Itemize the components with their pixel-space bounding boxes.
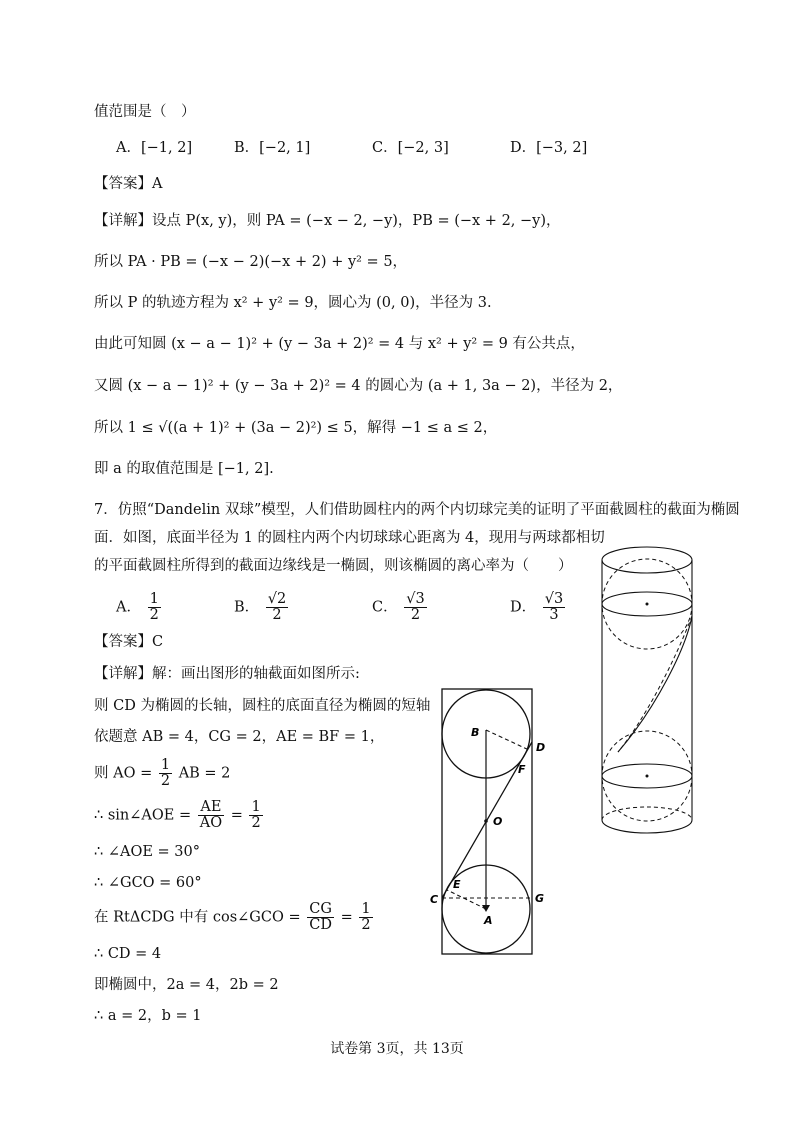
q7-stem-line-2: 面．如图，底面半径为 1 的圆柱内两个内切球球心距离为 4，现用与两球都相切 bbox=[94, 530, 605, 546]
q7-option-a-fraction bbox=[148, 592, 161, 623]
q7-step-6: ∴ ∠GCO = 60° bbox=[94, 875, 202, 891]
dashed-ae bbox=[447, 890, 486, 909]
q7-detail-intro: 【详解】解：画出图形的轴截面如图所示: bbox=[94, 666, 360, 682]
fraction-one-half bbox=[359, 902, 372, 933]
q7-option-d-fraction bbox=[543, 592, 565, 623]
label-f: F bbox=[518, 763, 526, 776]
upper-center-dot bbox=[646, 603, 649, 606]
dashed-bd bbox=[486, 730, 529, 750]
q7-step-5: ∴ ∠AOE = 30° bbox=[94, 844, 200, 860]
bottom-ellipse-front bbox=[602, 820, 692, 833]
frac-numerator: CG bbox=[307, 902, 334, 918]
q6-detail-line-2: 所以 PA · PB = (−x − 2)(−x + 2) + y² = 5， bbox=[94, 254, 408, 270]
label-o: O bbox=[493, 815, 503, 828]
frac-numerator: √2 bbox=[267, 591, 287, 607]
q6-detail-line-5: 又圆 (x − a − 1)² + (y − 3a + 2)² = 4 的圆心为 (a + 1, 3a − 2)，半径为 2， bbox=[94, 378, 623, 394]
frac-denominator: AO bbox=[199, 815, 223, 831]
frac-denominator: 2 bbox=[251, 815, 261, 831]
equals-sign: = bbox=[340, 909, 353, 926]
q7-step-7-pre: 在 RtΔCDG 中有 cos∠GCO = bbox=[94, 909, 301, 926]
q7-step-2: 依题意 AB = 4，CG = 2，AE = BF = 1， bbox=[94, 729, 385, 745]
frac-numerator: 1 bbox=[149, 591, 159, 607]
q7-option-b-fraction bbox=[266, 592, 288, 623]
frac-numerator: √3 bbox=[406, 591, 425, 607]
cylinder-figure bbox=[596, 538, 698, 840]
label-d: D bbox=[536, 741, 546, 754]
frac-numerator: AE bbox=[198, 800, 224, 816]
q6-detail-line-3: 所以 P 的轨迹方程为 x² + y² = 9，圆心为 (0, 0)，半径为 3. bbox=[94, 295, 492, 311]
q7-step-3-post: AB = 2 bbox=[178, 765, 231, 782]
q6-option-c: C．[−2, 3] bbox=[372, 140, 449, 156]
frac-numerator: 1 bbox=[251, 799, 261, 815]
label-c: C bbox=[430, 893, 439, 906]
q6-option-a: A．[−1, 2] bbox=[116, 140, 193, 156]
q7-step-4-pre: ∴ sin∠AOE = bbox=[94, 807, 192, 824]
label-a: A bbox=[484, 914, 493, 927]
q7-option-a bbox=[116, 592, 163, 623]
q6-detail-line-7: 即 a 的取值范围是 [−1, 2]. bbox=[94, 461, 274, 477]
frac-numerator: 1 bbox=[160, 757, 171, 773]
q7-step-3-pre: 则 AO = bbox=[94, 765, 153, 782]
q6-detail-line-4: 由此可知圆 (x − a − 1)² + (y − 3a + 2)² = 4 与 x² + y² = 9 有公共点， bbox=[94, 336, 585, 352]
q7-option-c-label: C． bbox=[372, 599, 398, 616]
frac-denominator: 3 bbox=[549, 607, 559, 623]
q7-step-10: ∴ a = 2，b = 1 bbox=[94, 1008, 202, 1024]
frac-denominator: 2 bbox=[160, 773, 171, 789]
fraction-cg-cd bbox=[307, 902, 334, 933]
equals-sign: = bbox=[230, 807, 243, 824]
q6-detail-line-1: 【详解】设点 P(x, y)，则 PA = (−x − 2, −y)，PB = (−x + 2, −y)， bbox=[94, 213, 561, 229]
q6-detail-line-6: 所以 1 ≤ √((a + 1)² + (3a − 2)²) ≤ 5，解得 −1 ≤ a ≤ 2， bbox=[94, 420, 498, 436]
fraction-one-half bbox=[249, 800, 262, 831]
top-ellipse bbox=[602, 547, 692, 573]
q6-stem-tail: 值范围是（ ） bbox=[94, 104, 196, 120]
point-o bbox=[484, 819, 488, 823]
q7-option-d bbox=[510, 592, 567, 623]
q7-step-4 bbox=[94, 800, 265, 831]
frac-denominator: CD bbox=[309, 917, 332, 933]
q7-option-c-fraction bbox=[404, 592, 426, 623]
q7-step-8: ∴ CD = 4 bbox=[94, 946, 162, 962]
bottom-ellipse-back bbox=[602, 807, 692, 820]
q7-option-d-label: D． bbox=[510, 599, 537, 616]
q7-stem-line-1: 7．仿照“Dandelin 双球”模型，人们借助圆柱内的两个内切球完美的证明了平面截圆柱的截面为椭圆 bbox=[94, 502, 740, 518]
q6-option-d: D．[−3, 2] bbox=[510, 140, 588, 156]
frac-numerator: 1 bbox=[361, 901, 371, 917]
axial-section-figure bbox=[425, 684, 555, 959]
q7-step-9: 即椭圆中，2a = 4，2b = 2 bbox=[94, 977, 279, 993]
lower-equator-front bbox=[602, 776, 692, 788]
page-footer: 试卷第 3页，共 13页 bbox=[330, 1041, 464, 1057]
frac-numerator: √3 bbox=[544, 591, 564, 607]
frac-denominator: 2 bbox=[149, 607, 159, 623]
frac-denominator: 2 bbox=[410, 607, 421, 623]
upper-equator-back bbox=[602, 592, 692, 604]
q7-step-3 bbox=[94, 758, 230, 789]
label-e: E bbox=[453, 878, 461, 891]
q6-answer: 【答案】A bbox=[94, 176, 163, 192]
q7-answer: 【答案】C bbox=[94, 634, 164, 650]
fraction-ae-ao bbox=[198, 800, 224, 831]
lower-equator-back bbox=[602, 764, 692, 776]
label-g: G bbox=[535, 892, 545, 905]
frac-denominator: 2 bbox=[361, 917, 371, 933]
frac-denominator: 2 bbox=[272, 607, 282, 623]
q7-option-b-label: B． bbox=[234, 599, 260, 616]
q7-step-7 bbox=[94, 902, 375, 933]
label-b: B bbox=[471, 726, 480, 739]
q7-step-1: 则 CD 为椭圆的长轴，圆柱的底面直径为椭圆的短轴 bbox=[94, 698, 431, 714]
q7-option-a-label: A． bbox=[116, 599, 141, 616]
upper-equator-front bbox=[602, 604, 692, 616]
q7-stem-line-3: 的平面截圆柱所得到的截面边缘线是一椭圆，则该椭圆的离心率为（ ） bbox=[94, 558, 573, 574]
lower-center-dot bbox=[646, 775, 649, 778]
q7-option-b bbox=[234, 592, 290, 623]
q7-option-c bbox=[372, 592, 429, 623]
fraction-one-half bbox=[159, 758, 172, 789]
q6-option-b: B．[−2, 1] bbox=[234, 140, 311, 156]
